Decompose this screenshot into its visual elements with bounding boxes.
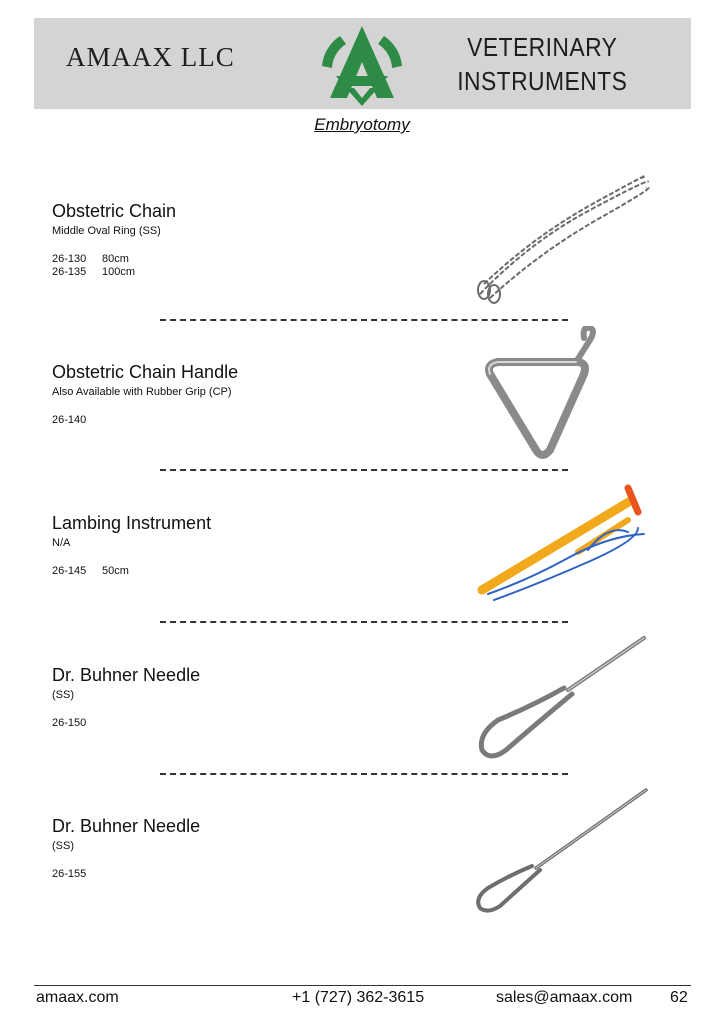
divider [160, 621, 568, 623]
product-codes [52, 565, 211, 578]
lambing-instrument-image [468, 484, 653, 606]
footer-website[interactable]: amaax.com [36, 989, 119, 1006]
product-code: 26-145 [52, 565, 87, 577]
product-code: 26-130 [52, 253, 87, 265]
header-title-line2: INSTRUMENTS [456, 66, 627, 96]
page-header [34, 18, 691, 109]
product-size: 80cm [102, 253, 129, 265]
footer-email[interactable]: sales@amaax.com [496, 989, 633, 1006]
product-codes [52, 414, 238, 427]
header-title-line1: VETERINARY [466, 32, 618, 62]
footer-phone[interactable]: +1 (727) 362-3615 [292, 989, 425, 1006]
product-code: 26-140 [52, 414, 87, 426]
divider [160, 319, 568, 321]
header-title [457, 30, 627, 98]
product-name: Obstetric Chain [52, 201, 177, 221]
product-name: Lambing Instrument [52, 513, 212, 533]
divider [160, 469, 568, 471]
product-subtitle: (SS) [52, 689, 74, 701]
product-item [52, 665, 200, 730]
company-name: AMAAX LLC [66, 42, 235, 72]
product-item [52, 513, 211, 578]
product-codes [52, 717, 200, 730]
product-subtitle: Also Available with Rubber Grip (CP) [52, 386, 232, 398]
chain-handle-image [480, 326, 610, 462]
product-subtitle: N/A [52, 537, 71, 549]
product-name: Obstetric Chain Handle [52, 362, 239, 382]
page-number: 62 [670, 989, 688, 1006]
product-codes [52, 253, 176, 279]
product-item [52, 816, 200, 881]
product-code: 26-135 [52, 266, 87, 278]
product-subtitle: (SS) [52, 840, 74, 852]
section-title: Embryotomy [314, 115, 410, 134]
product-size: 100cm [102, 266, 136, 278]
product-item [52, 362, 238, 427]
product-code: 26-150 [52, 717, 87, 729]
footer-rule [34, 985, 691, 986]
product-name: Dr. Buhner Needle [52, 665, 201, 685]
buhner-needle-long-image [472, 784, 652, 916]
product-size: 50cm [102, 565, 129, 577]
product-code: 26-155 [52, 868, 87, 880]
product-item [52, 201, 176, 279]
amaax-logo-icon [316, 22, 408, 108]
product-subtitle: Middle Oval Ring (SS) [52, 225, 161, 237]
buhner-needle-image [472, 632, 652, 762]
product-codes [52, 868, 200, 881]
product-name: Dr. Buhner Needle [52, 816, 201, 836]
obstetric-chain-image [470, 172, 655, 304]
divider [160, 773, 568, 775]
